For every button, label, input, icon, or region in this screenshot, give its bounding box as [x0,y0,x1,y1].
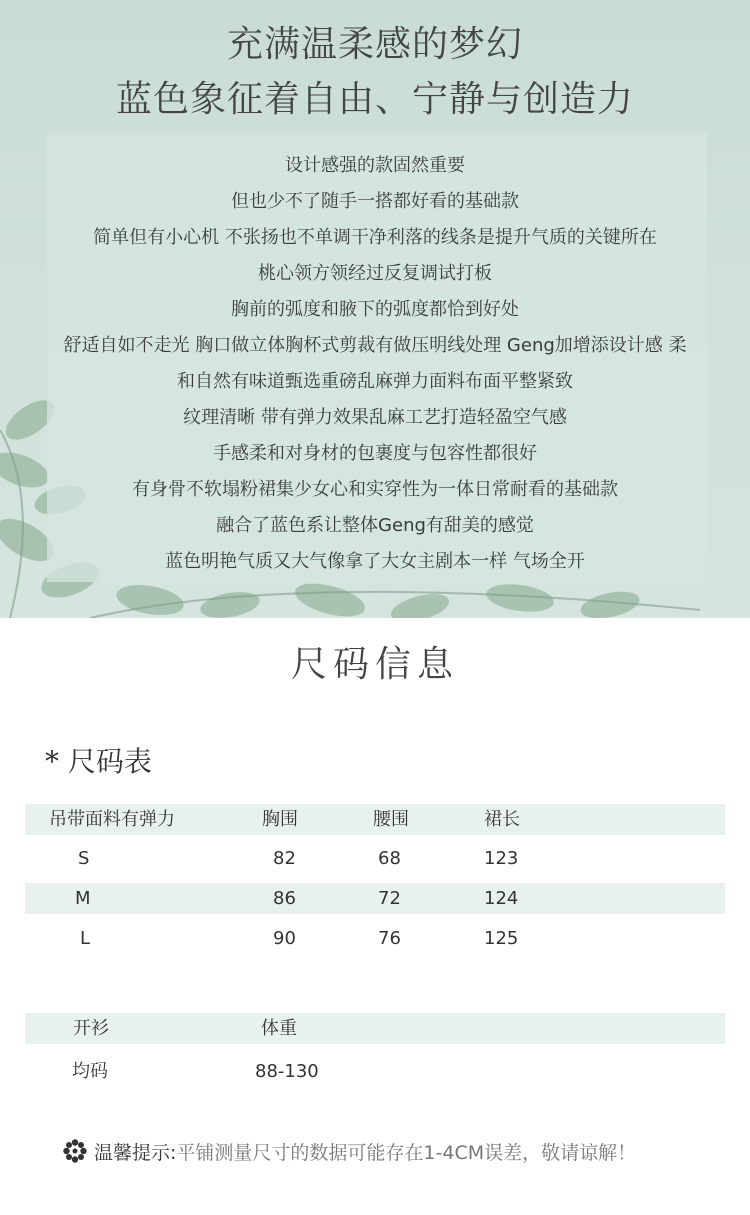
notice [62,1134,636,1168]
waist-cell: 68 [378,848,401,869]
header-cell: 胸围 [262,809,298,830]
description-line: 胸前的弧度和腋下的弧度都恰到好处 [231,299,519,320]
length-cell: 124 [484,888,519,909]
size-cell: 均码 [72,1061,108,1082]
notice-text: 平铺测量尺寸的数据可能存在1-4CM误差，敬请谅解！ [176,1141,637,1164]
length-cell: 123 [484,848,519,869]
header-cell: 开衫 [73,1018,109,1039]
size-cell: M [75,888,91,909]
table-row [25,883,725,914]
description-line: 纹理清晰 带有弹力效果乱麻工艺打造轻盈空气感 [183,407,567,428]
waist-cell: 72 [378,888,401,909]
waist-cell: 76 [378,928,401,949]
cardigan-table-header [25,1013,725,1044]
header-cell: 腰围 [373,809,409,830]
hero-title-line1: 充满温柔感的梦幻 [226,24,523,65]
bust-cell: 90 [273,928,296,949]
description-line: 设计感强的款固然重要 [285,155,465,176]
description-line: 有身骨不软塌粉裙集少女心和实穿性为一体日常耐看的基础款 [132,479,618,500]
size-table-title: * 尺码表 [45,745,152,778]
weight-cell: 88-130 [255,1061,319,1082]
size-cell: S [78,848,90,869]
header-cell: 体重 [261,1018,297,1039]
header-cell: 裙长 [484,809,520,830]
size-info-title: 尺码信息 [290,644,459,685]
description-line: 手感柔和对身材的包裹度与包容性都很好 [213,443,537,464]
description-line: 和自然有味道甄选重磅乱麻弹力面料布面平整紧致 [177,371,573,392]
notice-label: 温馨提示: [94,1141,177,1164]
header-cell: 吊带面料有弹力 [49,809,175,830]
length-cell: 125 [484,928,519,949]
table-row [25,1056,725,1087]
hero-title-line2: 蓝色象征着自由、宁静与创造力 [115,79,634,120]
bust-cell: 82 [273,848,296,869]
description-line: 舒适自如不走光 胸口做立体胸杯式剪裁有做压明线处理 Geng加增添设计感 柔 [63,335,687,356]
description-line: 但也少不了随手一搭都好看的基础款 [231,191,519,212]
size-table-header [25,804,725,835]
description-line: 蓝色明艳气质又大气像拿了大女主剧本一样 气场全开 [165,551,585,572]
table-row [25,843,725,874]
description-line: 桃心领方领经过反复调试打板 [258,263,492,284]
size-cell: L [80,928,91,949]
description-line: 简单但有小心机 不张扬也不单调干净利落的线条是提升气质的关键所在 [93,227,657,248]
table-row [25,923,725,954]
description-line: 融合了蓝色系让整体Geng有甜美的感觉 [216,515,534,536]
description-list [0,148,750,580]
flower-icon [62,1138,88,1164]
bust-cell: 86 [273,888,296,909]
